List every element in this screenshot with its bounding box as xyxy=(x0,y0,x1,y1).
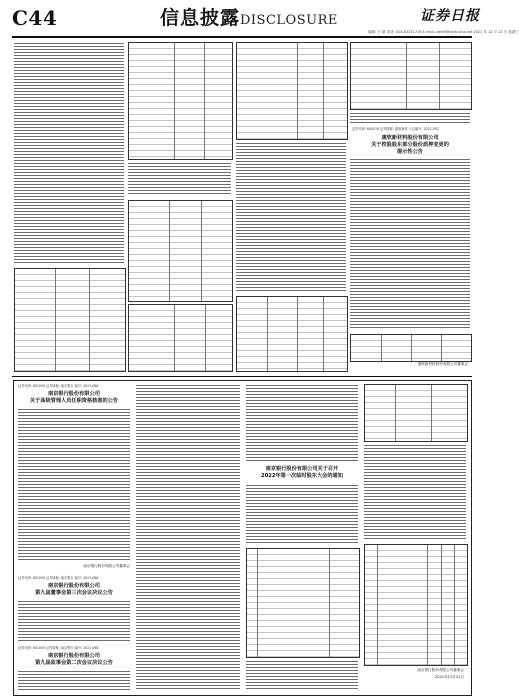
masthead-rule xyxy=(12,36,472,38)
bank-notice-1-body xyxy=(18,408,130,562)
column-1-table xyxy=(14,268,126,372)
half-divider xyxy=(12,376,472,377)
bank-column-d-table-1 xyxy=(364,384,468,442)
bank-column-b-text xyxy=(136,384,240,690)
bank-column-c-text-1 xyxy=(246,384,358,462)
bank-notice-4-title-2: 2022年第一次临时股东大会的通知 xyxy=(261,473,343,479)
bank-column-d-text xyxy=(364,444,466,540)
column-4-text-1 xyxy=(350,112,470,124)
notice-a-title-line-2: 关于控股股东部分股份质押变更的 xyxy=(371,142,449,148)
newspaper-logo: 证券日报 xyxy=(420,8,480,24)
bank-stock-line-3: 证券代码: 601009 证券简称: 南京银行 编号: 2021-066 xyxy=(18,646,99,650)
bank-notice-1-title-1: 南京银行股份有限公司 xyxy=(48,391,100,397)
notice-a-signature: 康欣新材料股份有限公司董事会 xyxy=(417,362,468,366)
column-3-table-2 xyxy=(236,296,348,372)
bank-notice-3-title-1: 南京银行股份有限公司 xyxy=(48,653,100,659)
page-number: C44 xyxy=(12,6,58,30)
bank-stock-line-2: 证券代码: 601009 证券简称: 南京银行 编号: 2021-066 xyxy=(18,576,99,580)
bank-notice-2-title-1: 南京银行股份有限公司 xyxy=(48,583,100,589)
bank-notice-4-body xyxy=(246,484,358,544)
column-1-text xyxy=(14,42,124,264)
section-title-cn: 信息披露 xyxy=(160,7,241,29)
notice-a-table xyxy=(350,334,472,362)
bank-column-d-signature: 南京银行股份有限公司董事会 xyxy=(417,668,464,672)
bank-notice-2-title-2: 第九届董事会第三次会议决议公告 xyxy=(35,590,113,596)
column-2-text-1 xyxy=(128,162,231,196)
bank-notice-3-body xyxy=(18,670,130,690)
bank-column-c-text-2 xyxy=(246,660,358,690)
notice-a-title-line-3: 提示性公告 xyxy=(397,149,423,155)
column-3-text xyxy=(236,142,346,292)
notice-a-stock-line: 证券代码: 600076 证券简称: 康欣新材 公告编号: 2021-052 xyxy=(352,127,439,131)
bank-notice-1-signature: 南京银行股份有限公司董事会 xyxy=(83,564,130,568)
bank-notice-1-title-2: 关于高级管理人员任职资格核准的公告 xyxy=(29,398,119,404)
bank-agenda-table xyxy=(246,548,360,658)
bank-notice-3-title-2: 第九届监事会第二次会议决议公告 xyxy=(35,660,113,666)
notice-a-body xyxy=(350,158,470,330)
column-2-table-3 xyxy=(128,304,233,372)
column-2-table-1 xyxy=(128,42,233,160)
bank-proxy-form-table xyxy=(364,544,468,666)
bank-notice-4-title-1: 南京银行股份有限公司关于召开 xyxy=(265,466,339,472)
section-title-en: DISCLOSURE xyxy=(240,13,338,28)
bank-notice-2-body-a xyxy=(18,600,130,642)
column-3-table-1 xyxy=(236,42,348,140)
bank-column-d-date: 2021年12月22日 xyxy=(434,675,464,679)
column-4-table-1 xyxy=(350,42,472,110)
column-2-table-2 xyxy=(128,200,233,302)
notice-a-title-line-1: 康欣新材料股份有限公司 xyxy=(381,135,439,141)
bank-stock-line-1: 证券代码: 601009 证券简称: 南京银行 编号: 2021-066 xyxy=(18,384,99,388)
masthead-meta-line: 编辑: 王 婧 电话: 010-83251716 E-mail: zqrb9@zqrb.sina.net 2021 年 12 月 22 日 星期三 xyxy=(368,30,519,34)
